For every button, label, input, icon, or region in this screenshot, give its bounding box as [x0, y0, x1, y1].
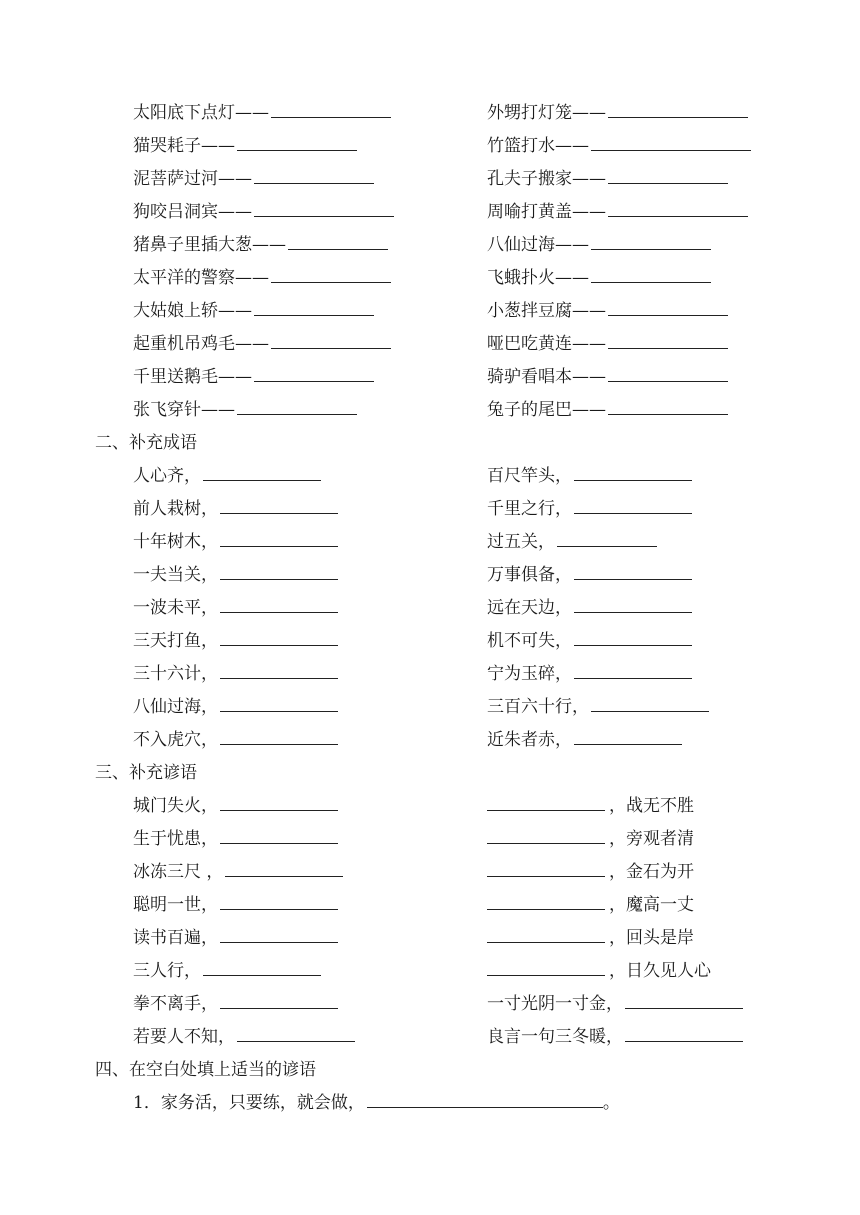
list-item: 十年树木， [133, 526, 338, 559]
answer-blank[interactable] [203, 462, 321, 481]
answer-blank[interactable] [237, 132, 357, 151]
answer-blank[interactable] [225, 858, 343, 877]
list-item: 张飞穿针—— [133, 394, 357, 427]
list-item: 冰冻三尺 ， [133, 856, 343, 889]
answer-blank[interactable] [608, 99, 748, 118]
answer-blank[interactable] [608, 297, 728, 316]
list-item: 拳不离手， [133, 988, 338, 1021]
section-heading: 三、补充谚语 [95, 763, 197, 783]
answer-blank[interactable] [591, 231, 711, 250]
list-item: 前人栽树， [133, 493, 338, 526]
list-item: 1．家务活，只要练，就会做， 。 [133, 1087, 620, 1120]
answer-blank[interactable] [608, 330, 728, 349]
answer-blank[interactable] [237, 396, 357, 415]
answer-blank[interactable] [220, 825, 338, 844]
answer-blank[interactable] [220, 726, 338, 745]
answer-blank[interactable] [220, 990, 338, 1009]
section-heading: 四、在空白处填上适当的谚语 [95, 1060, 316, 1080]
answer-blank[interactable] [574, 594, 692, 613]
list-item: 猪鼻子里插大葱—— [133, 229, 388, 262]
answer-blank[interactable] [271, 264, 391, 283]
list-item: 人心齐， [133, 460, 321, 493]
list-item: 宁为玉碎， [487, 658, 692, 691]
list-item: 良言一句三冬暖， [487, 1021, 743, 1054]
list-item: 近朱者赤， [487, 724, 682, 757]
answer-blank[interactable] [574, 726, 682, 745]
answer-blank[interactable] [574, 627, 692, 646]
list-item: 若要人不知， [133, 1021, 355, 1054]
answer-blank[interactable] [254, 198, 394, 217]
answer-blank[interactable] [288, 231, 388, 250]
answer-blank[interactable] [574, 495, 692, 514]
list-item: 一寸光阴一寸金， [487, 988, 743, 1021]
list-item: 猫哭耗子—— [133, 130, 357, 163]
list-item: 骑驴看唱本—— [487, 361, 728, 394]
list-item: 太阳底下点灯—— [133, 97, 391, 130]
list-item: 过五关， [487, 526, 657, 559]
list-item: 一波未平， [133, 592, 338, 625]
list-item: ，旁观者清 [487, 823, 694, 856]
list-item: ，回头是岸 [487, 922, 694, 955]
list-item: 孔夫子搬家—— [487, 163, 728, 196]
list-item: 千里送鹅毛—— [133, 361, 374, 394]
answer-blank[interactable] [608, 198, 748, 217]
list-item: ，日久见人心 [487, 955, 711, 988]
answer-blank[interactable] [220, 891, 338, 910]
list-item: 机不可失， [487, 625, 692, 658]
list-item: 远在天边， [487, 592, 692, 625]
answer-blank[interactable] [591, 264, 711, 283]
list-item: ，金石为开 [487, 856, 694, 889]
section-heading: 二、补充成语 [95, 433, 197, 453]
list-item: 飞蛾扑火—— [487, 262, 711, 295]
list-item: 泥菩萨过河—— [133, 163, 374, 196]
answer-blank[interactable] [254, 363, 374, 382]
list-item: 聪明一世， [133, 889, 338, 922]
answer-blank[interactable] [487, 858, 605, 877]
answer-blank[interactable] [220, 792, 338, 811]
answer-blank[interactable] [220, 561, 338, 580]
list-item: 八仙过海—— [487, 229, 711, 262]
list-item: 三人行， [133, 955, 321, 988]
answer-blank[interactable] [487, 891, 605, 910]
list-item: 三十六计， [133, 658, 338, 691]
list-item: 一夫当关， [133, 559, 338, 592]
answer-blank[interactable] [608, 396, 728, 415]
list-item: 生于忧患， [133, 823, 338, 856]
list-item: 大姑娘上轿—— [133, 295, 374, 328]
answer-blank[interactable] [487, 924, 605, 943]
list-item: 不入虎穴， [133, 724, 338, 757]
answer-blank[interactable] [625, 990, 743, 1009]
list-item: 兔子的尾巴—— [487, 394, 728, 427]
list-item: 狗咬吕洞宾—— [133, 196, 394, 229]
answer-blank[interactable] [220, 693, 338, 712]
list-item: 万事俱备， [487, 559, 692, 592]
list-item: 读书百遍， [133, 922, 338, 955]
list-item: 外甥打灯笼—— [487, 97, 748, 130]
list-item: 千里之行， [487, 493, 692, 526]
answer-blank[interactable] [220, 627, 338, 646]
answer-blank[interactable] [367, 1089, 603, 1108]
answer-blank[interactable] [220, 924, 338, 943]
answer-blank[interactable] [271, 99, 391, 118]
answer-blank[interactable] [271, 330, 391, 349]
list-item: 竹篮打水—— [487, 130, 751, 163]
answer-blank[interactable] [487, 825, 605, 844]
answer-blank[interactable] [487, 957, 605, 976]
list-item: 太平洋的警察—— [133, 262, 391, 295]
answer-blank[interactable] [254, 297, 374, 316]
answer-blank[interactable] [220, 495, 338, 514]
list-item: 三天打鱼， [133, 625, 338, 658]
answer-blank[interactable] [237, 1023, 355, 1042]
answer-blank[interactable] [487, 792, 605, 811]
list-item: 起重机吊鸡毛—— [133, 328, 391, 361]
answer-blank[interactable] [574, 462, 692, 481]
answer-blank[interactable] [591, 693, 709, 712]
answer-blank[interactable] [574, 561, 692, 580]
list-item: 城门失火， [133, 790, 338, 823]
answer-blank[interactable] [625, 1023, 743, 1042]
list-item: 百尺竿头， [487, 460, 692, 493]
list-item: 八仙过海， [133, 691, 338, 724]
list-item: 小葱拌豆腐—— [487, 295, 728, 328]
answer-blank[interactable] [574, 660, 692, 679]
answer-blank[interactable] [203, 957, 321, 976]
answer-blank[interactable] [220, 594, 338, 613]
answer-blank[interactable] [254, 165, 374, 184]
answer-blank[interactable] [608, 165, 728, 184]
answer-blank[interactable] [557, 528, 657, 547]
list-item: ，魔高一丈 [487, 889, 694, 922]
answer-blank[interactable] [220, 528, 338, 547]
answer-blank[interactable] [220, 660, 338, 679]
list-item: 周喻打黄盖—— [487, 196, 748, 229]
answer-blank[interactable] [591, 132, 751, 151]
list-item: ，战无不胜 [487, 790, 694, 823]
list-item: 哑巴吃黄连—— [487, 328, 728, 361]
list-item: 三百六十行， [487, 691, 709, 724]
answer-blank[interactable] [608, 363, 728, 382]
